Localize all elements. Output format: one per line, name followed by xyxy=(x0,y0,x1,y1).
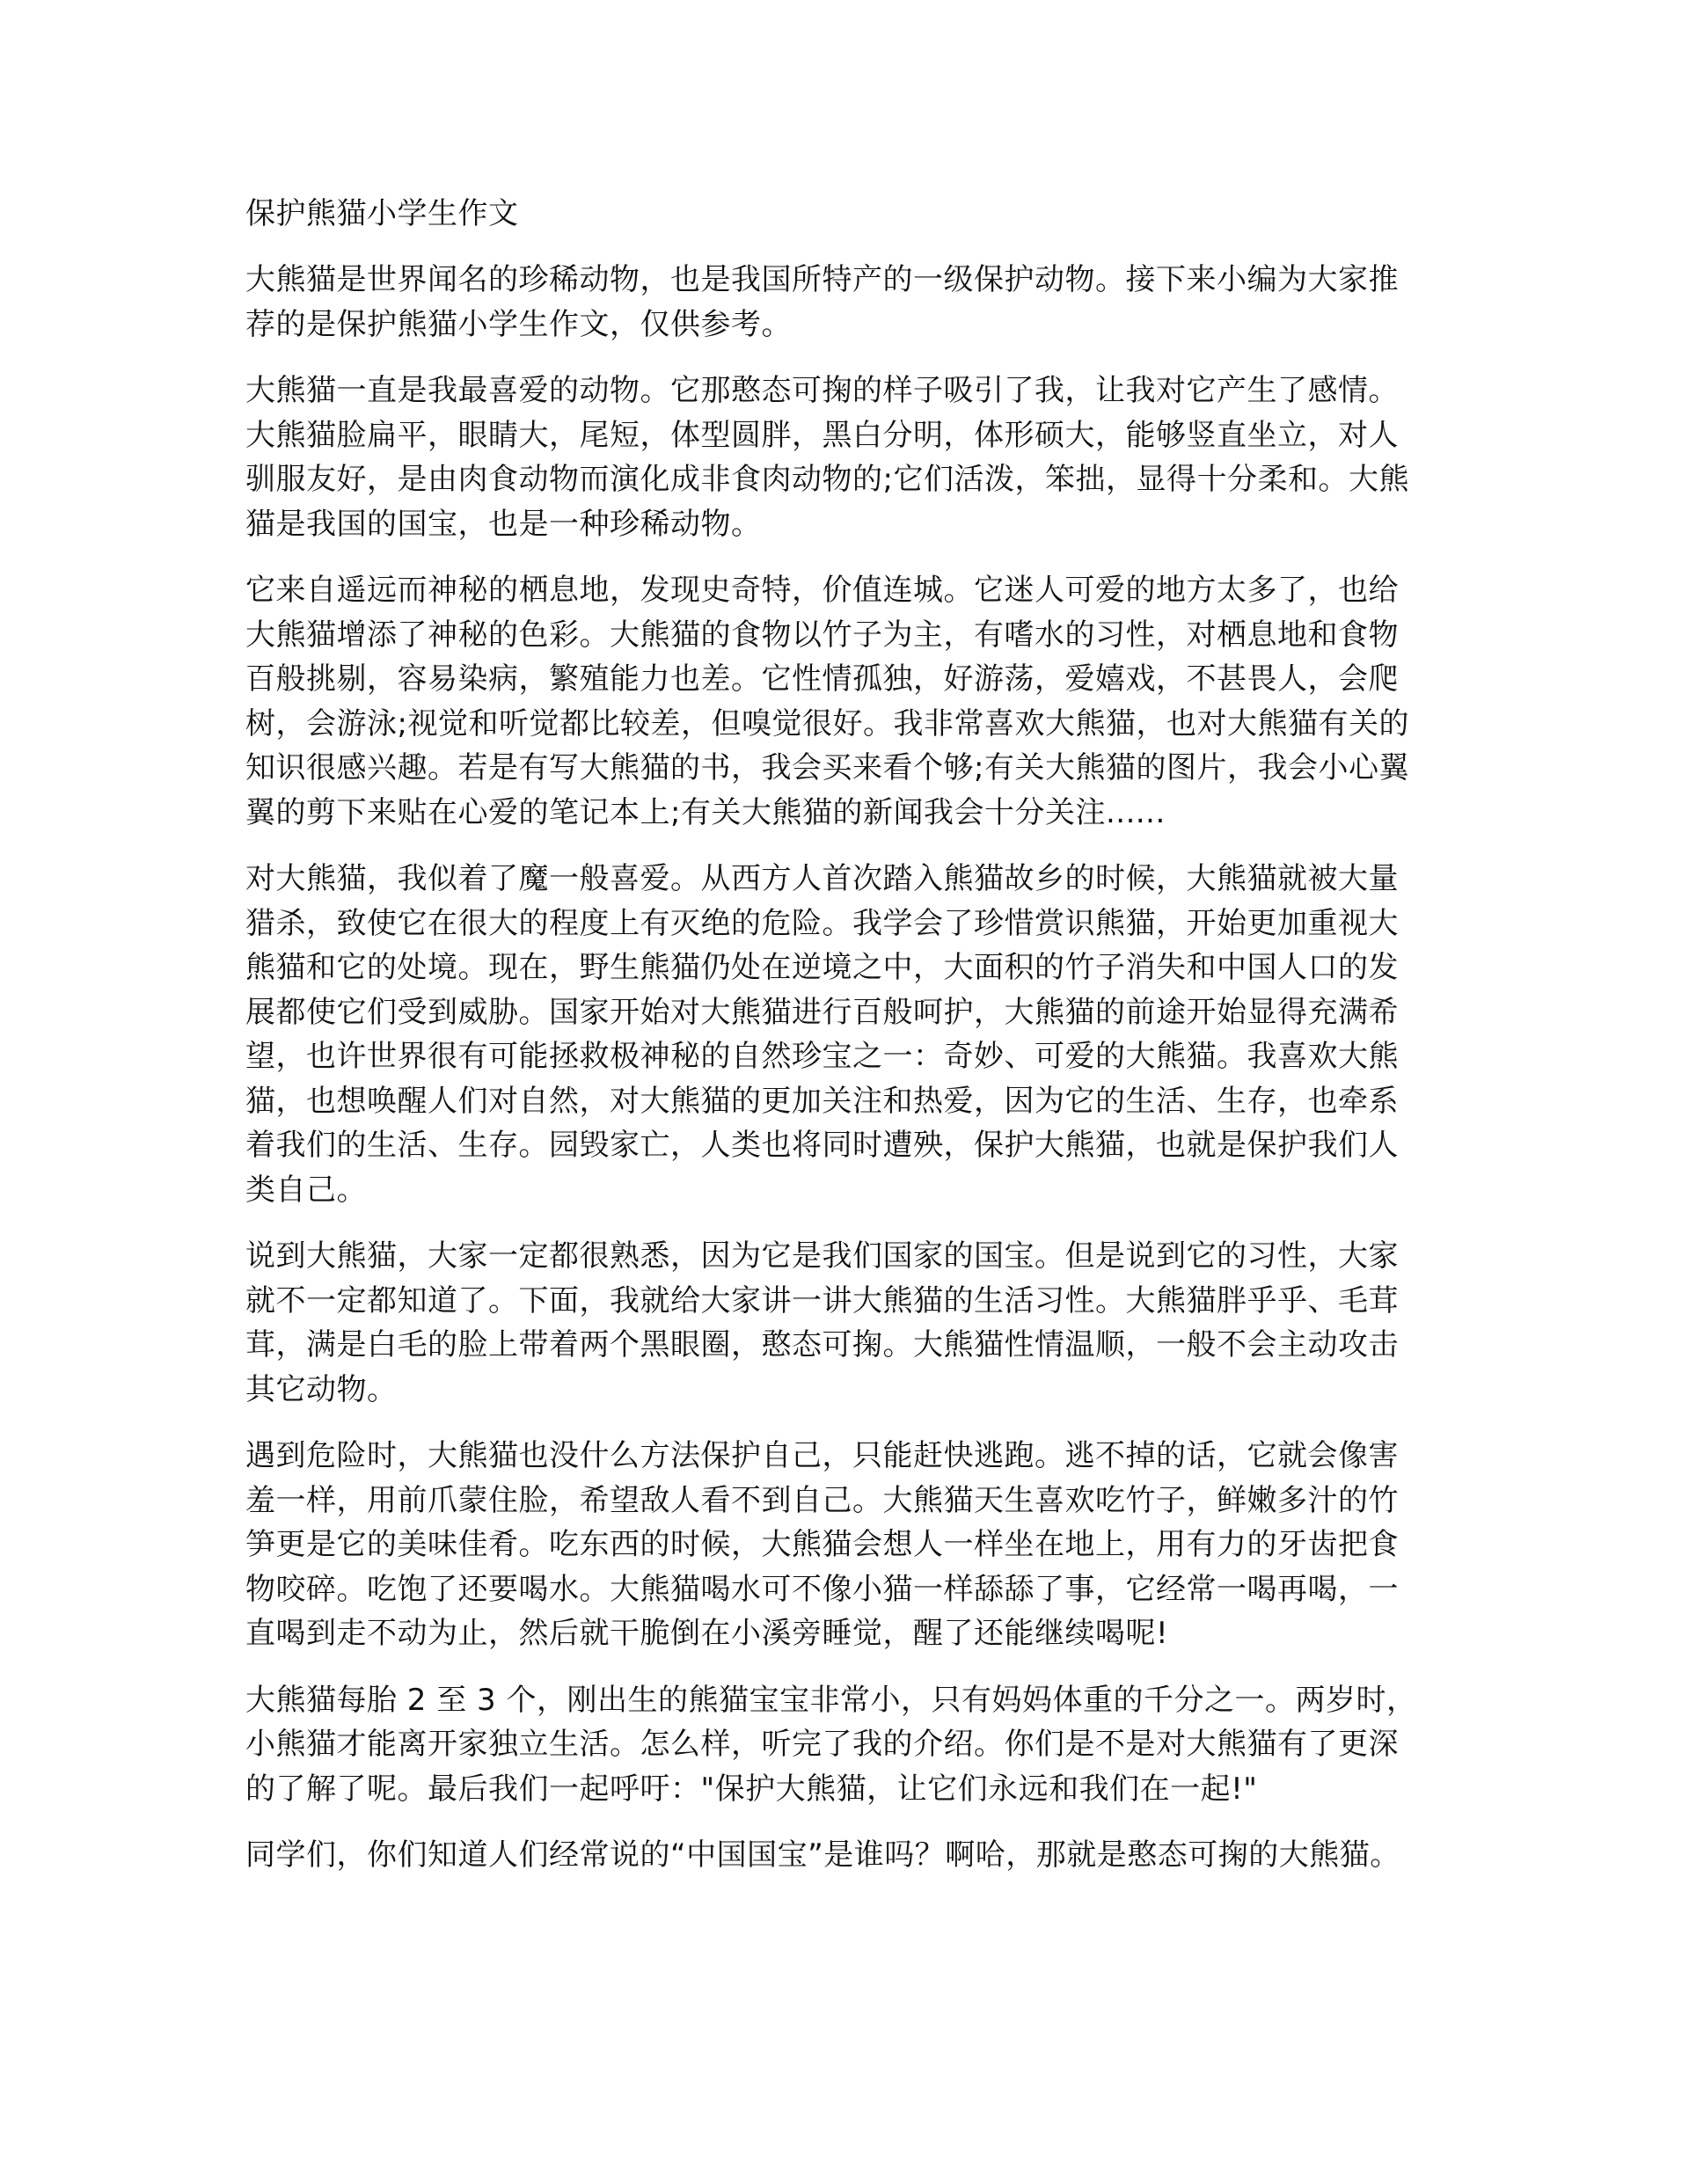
paragraph-cubs: 大熊猫每胎 2 至 3 个，刚出生的熊猫宝宝非常小，只有妈妈体重的千分之一。两岁时，小熊猫才能离开家独立生活。怎么样，听完了我的介绍。你们是不是对大熊猫有了更深的了解了呢。最后我们一起呼吁："保护大熊猫，让它们永远和我们在一起!" xyxy=(245,1682,1417,1807)
paragraph-habitat: 它来自遥远而神秘的栖息地，发现史奇特，价值连城。它迷人可爱的地方太多了，也给大熊猫增添了神秘的色彩。大熊猫的食物以竹子为主，有嗜水的习性，对栖息地和食物百般挑剔，容易染病，繁殖能力也差。它性情孤独，好游荡，爱嬉戏，不甚畏人，会爬树，会游泳;视觉和听觉都比较差，但嗅觉很好。我非常喜欢大熊猫，也对大熊猫有关的知识很感兴趣。若是有写大熊猫的书，我会买来看个够;有关大熊猫的图片，我会小心翼翼的剪下来贴在心爱的笔记本上;有关大熊猫的新闻我会十分关注...... xyxy=(245,573,1409,830)
paragraph-intro: 大熊猫是世界闻名的珍稀动物，也是我国所特产的一级保护动物。接下来小编为大家推荐的是保护熊猫小学生作文，仅供参考。 xyxy=(245,262,1399,342)
paragraph-protection: 对大熊猫，我似着了魔一般喜爱。从西方人首次踏入熊猫故乡的时候，大熊猫就被大量猎杀，致使它在很大的程度上有灭绝的危险。我学会了珍惜赏识熊猫，开始更加重视大熊猫和它的处境。现在，野生熊猫仍处在逆境之中，大面积的竹子消失和中国人口的发展都使它们受到威胁。国家开始对大熊猫进行百般呵护，大熊猫的前途开始显得充满希望，也许世界很有可能拯救极神秘的自然珍宝之一：奇妙、可爱的大熊猫。我喜欢大熊猫，也想唤醒人们对自然，对大熊猫的更加关注和热爱，因为它的生活、生存，也牵系着我们的生活、生存。园毁家亡，人类也将同时遭殃，保护大熊猫，也就是保护我们人类自己。 xyxy=(245,861,1399,1208)
paragraph-favorite-animal: 大熊猫一直是我最喜爱的动物。它那憨态可掬的样子吸引了我，让我对它产生了感情。大熊猫脸扁平，眼睛大，尾短，体型圆胖，黑白分明，体形硕大，能够竖直坐立，对人驯服友好，是由肉食动物而演化成非食肉动物的;它们活泼，笨拙，显得十分柔和。大熊猫是我国的国宝，也是一种珍稀动物。 xyxy=(245,373,1409,542)
essay-title: 保护熊猫小学生作文 xyxy=(245,196,519,231)
paragraph-closing: 同学们，你们知道人们经常说的“中国国宝”是谁吗？啊哈，那就是憨态可掬的大熊猫。 xyxy=(245,1837,1400,1873)
paragraph-danger: 遇到危险时，大熊猫也没什么方法保护自己，只能赶快逃跑。逃不掉的话，它就会像害羞一样，用前爪蒙住脸，希望敌人看不到自己。大熊猫天生喜欢吃竹子，鲜嫩多汁的竹笋更是它的美味佳肴。吃东西的时候，大熊猫会想人一样坐在地上，用有力的牙齿把食物咬碎。吃饱了还要喝水。大熊猫喝水可不像小猫一样舔舔了事，它经常一喝再喝，一直喝到走不动为止，然后就干脆倒在小溪旁睡觉，醒了还能继续喝呢! xyxy=(245,1438,1399,1651)
essay-body xyxy=(245,192,1424,1900)
paragraph-habits: 说到大熊猫，大家一定都很熟悉，因为它是我们国家的国宝。但是说到它的习性，大家就不一定都知道了。下面，我就给大家讲一讲大熊猫的生活习性。大熊猫胖乎乎、毛茸茸，满是白毛的脸上带着两个黑眼圈，憨态可掬。大熊猫性情温顺，一般不会主动攻击其它动物。 xyxy=(245,1238,1399,1407)
